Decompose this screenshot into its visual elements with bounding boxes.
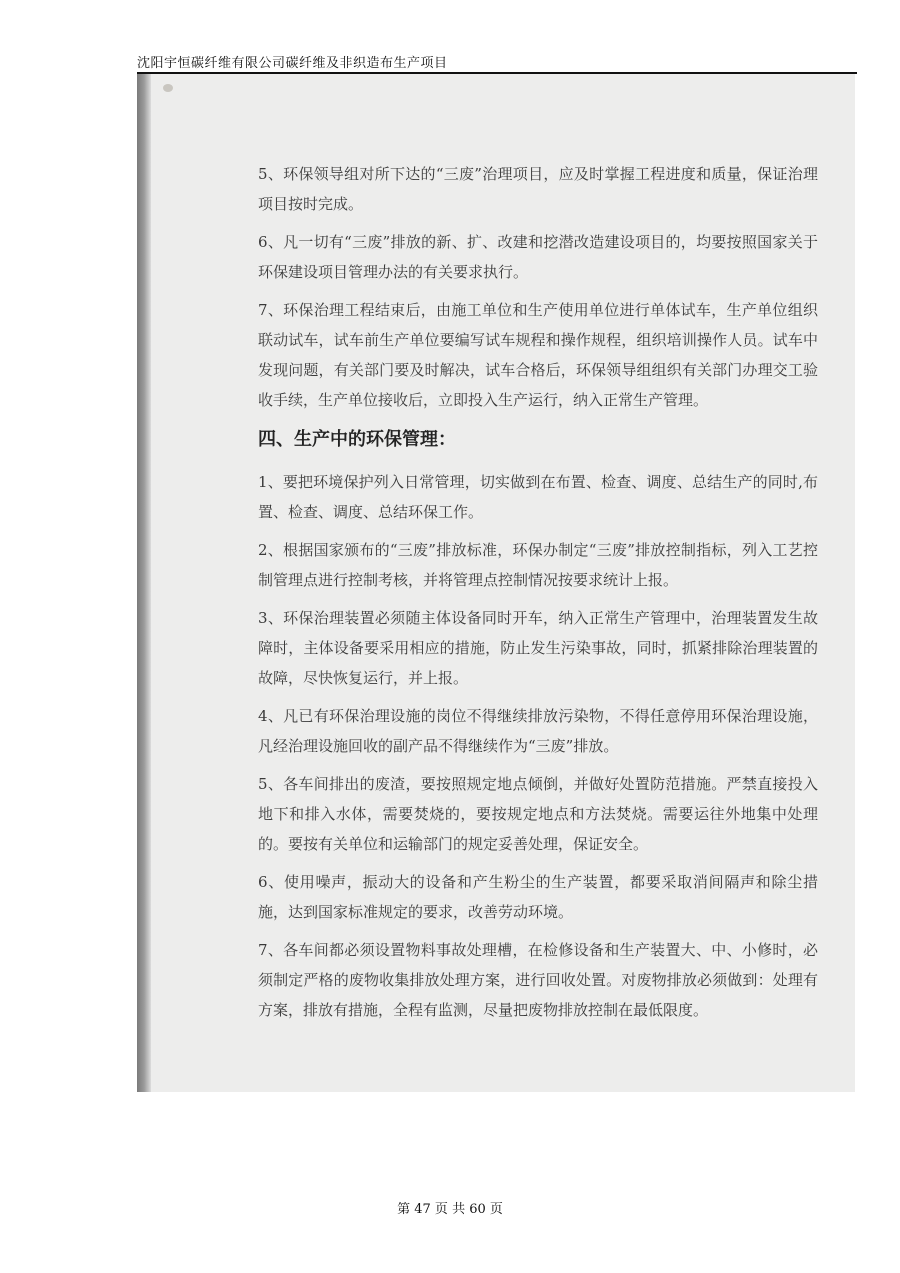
list-item: 2、根据国家颁布的“三废”排放标准，环保办制定“三废”排放控制指标，列入工艺控制管理点进行控制考核，并将管理点控制情况按要求统计上报。 — [258, 541, 818, 589]
list-item: 6、使用噪声，振动大的设备和产生粉尘的生产装置，都要采取消间隔声和除尘措施，达到国家标准规定的要求，改善劳动环境。 — [258, 873, 818, 921]
list-item: 5、各车间排出的废渣，要按照规定地点倾倒，并做好处置防范措施。严禁直接投入地下和排入水体，需要焚烧的，要按规定地点和方法焚烧。需要运往外地集中处理的。要按有关单位和运输部门的规定妥善处理，保证安全。 — [258, 775, 818, 853]
list-item: 3、环保治理装置必须随主体设备同时开车，纳入正常生产管理中，治理装置发生故障时，主体设备要采用相应的措施，防止发生污染事故，同时，抓紧排除治理装置的故障，尽快恢复运行，并上报。 — [258, 609, 818, 687]
list-item: 6、凡一切有“三废”排放的新、扩、改建和挖潜改造建设项目的，均要按照国家关于环保建设项目管理办法的有关要求执行。 — [258, 233, 818, 281]
list-item: 1、要把环境保护列入日常管理，切实做到在布置、检查、调度、总结生产的同时,布置、检查、调度、总结环保工作。 — [258, 473, 818, 521]
page-number: 第 47 页 共 60 页 — [397, 1202, 503, 1217]
scan-edge-shadow — [137, 74, 151, 1092]
list-item: 7、环保治理工程结束后，由施工单位和生产使用单位进行单体试车，生产单位组织联动试车，试车前生产单位要编写试车规程和操作规程，组织培训操作人员。试车中发现问题，有关部门要及时解决，试车合格后，环保领导组组织有关部门办理交工验收手续，生产单位接收后，立即投入生产运行，纳入正常生产管理。 — [258, 301, 818, 409]
section-heading: 四、生产中的环保管理： — [258, 429, 456, 450]
scan-speck — [163, 84, 173, 92]
document-header: 沈阳宇恒碳纤维有限公司碳纤维及非织造布生产项目 — [137, 56, 448, 71]
page-content — [258, 159, 818, 1033]
list-item: 5、环保领导组对所下达的“三废”治理项目，应及时掌握工程进度和质量，保证治理项目按时完成。 — [258, 165, 818, 213]
scanned-page — [137, 74, 855, 1092]
list-item: 7、各车间都必须设置物料事故处理槽，在检修设备和生产装置大、中、小修时，必须制定严格的废物收集排放处理方案，进行回收处置。对废物排放必须做到：处理有方案，排放有措施，全程有监测，尽量把废物排放控制在最低限度。 — [258, 941, 818, 1019]
list-item: 4、凡已有环保治理设施的岗位不得继续排放污染物，不得任意停用环保治理设施，凡经治理设施回收的副产品不得继续作为“三废”排放。 — [258, 707, 818, 755]
